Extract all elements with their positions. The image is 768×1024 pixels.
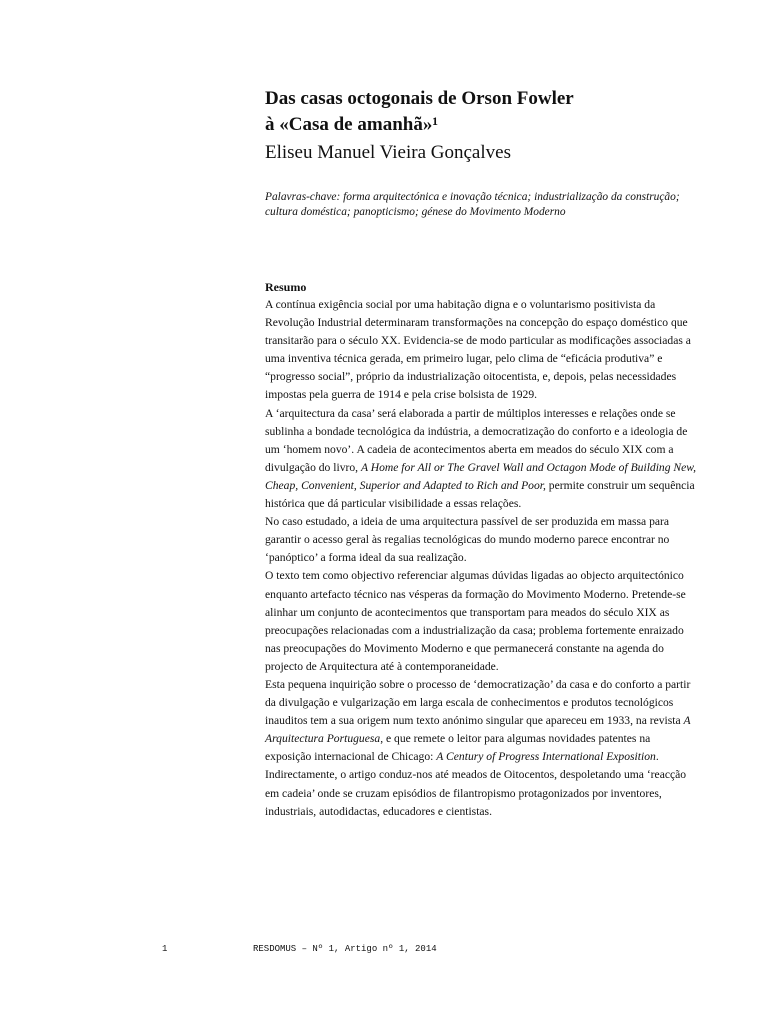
- abstract-body: [265, 296, 699, 821]
- page-number: 1: [162, 944, 168, 954]
- abstract-paragraph-2: [265, 405, 699, 514]
- article-title-line-2: à «Casa de amanhã»¹: [265, 114, 439, 135]
- abstract-paragraph-4: O texto tem como objectivo referenciar algumas dúvidas ligadas ao objecto arquitectónico enquanto artefacto técnico nas vésperas da formação do Movimento Moderno. Pretende-se alinhar um conjunto de acontecimentos que transportam para meados do século XIX as preocupações relacionadas com a industrialização da casa; problema fortemente enraizado nas preocupações do Movimento Moderno e que permanecerá constante na agenda do projecto de Arquitectura até à contemporaneidade.: [265, 569, 686, 673]
- exposition-title: A Century of Progress International Exposition: [436, 750, 656, 764]
- abstract-paragraph-5: [265, 676, 699, 821]
- article-title-line-1: Das casas octogonais de Orson Fowler: [265, 88, 574, 109]
- abstract-paragraph-1: A contínua exigência social por uma habitação digna e o voluntarismo positivista da Revolução Industrial determinaram transformações na concepção do espaço doméstico que transitarão para o século XX. Evidencia-se de modo particular as modificações associadas a uma inventiva técnica gerada, em primeiro lugar, pelo clima de “eficácia produtiva” e “progresso social”, próprio da industrialização oitocentista, e, depois, pelas necessidades impostas pela guerra de 1914 e pela crise bolsista de 1929.: [265, 298, 691, 402]
- article-keywords: Palavras-chave: forma arquitectónica e inovação técnica; industrialização da construção; cultura doméstica; panopticismo; génese do Movimento Moderno: [265, 191, 680, 218]
- article-author: Eliseu Manuel Vieira Gonçalves: [265, 142, 511, 163]
- abstract-paragraph-2-text-a: A ‘arquitectura da casa’ será elaborada a partir de múltiplos interesses e relações onde se sublinha a bondade tecnológica da indústria, a democratização do conforto e a ideologia de um ‘homem novo’. A cadeia de acontecimentos aberta em meados do século XIX com a divulgação do livro,: [265, 406, 688, 474]
- abstract-paragraph-3: No caso estudado, a ideia de uma arquitectura passível de ser produzida em massa para garantir o acesso geral às regalias tecnológicas do mundo moderno parece encontrar no ‘panóptico’ a forma ideal da sua realização.: [265, 515, 670, 565]
- abstract-paragraph-2-text-b: permite construir um sequência histórica que dá particular visibilidade a essas relações.: [265, 478, 695, 511]
- abstract-paragraph-5-text-c: . Indirectamente, o artigo conduz-nos até meados de Oitocentos, despoletando uma ‘reacção em cadeia’ onde se cruzam episódios de filantropismo protagonizados por inventores, industriais, autodidactas, educadores e cientistas.: [265, 750, 687, 818]
- journal-citation: RESDOMUS – Nº 1, Artigo nº 1, 2014: [253, 944, 437, 954]
- magazine-title: A Arquitectura Portuguesa: [265, 714, 691, 746]
- abstract-heading: Resumo: [265, 280, 307, 294]
- book-title: A Home for All or The Gravel Wall and Octagon Mode of Building New, Cheap, Convenient, Superior and Adapted to Rich and Poor,: [265, 460, 697, 492]
- abstract-paragraph-5-text-b: , e que remete o leitor para algumas novidades patentes na exposição internacional de Chicago:: [265, 732, 651, 764]
- abstract-paragraph-5-text-a: Esta pequena inquirição sobre o processo de ‘democratização’ da casa e do conforto a partir da divulgação e vulgarização em larga escala de conhecimentos e produtos tecnológicos inauditos tem a sua origem num texto anónimo singular que apareceu em 1933, na revista: [265, 677, 691, 728]
- article-title: [265, 86, 705, 138]
